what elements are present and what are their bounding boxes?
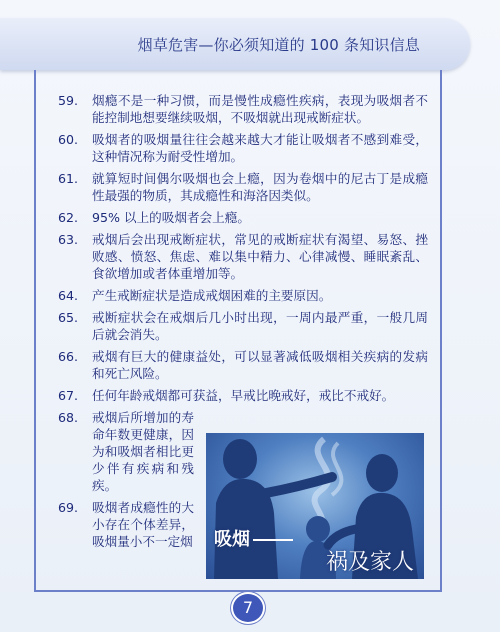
page-number-badge: 7 bbox=[231, 592, 265, 624]
photo-caption-main bbox=[214, 525, 293, 551]
frame-bottom-line bbox=[34, 590, 442, 592]
frame-right-line bbox=[440, 70, 442, 590]
item-number: 59. bbox=[58, 93, 79, 108]
caption-main-text: 吸烟 bbox=[214, 529, 250, 550]
list-item-64 bbox=[58, 287, 428, 304]
item-number: 65. bbox=[58, 310, 79, 325]
item-text: 产生戒断症状是造成戒烟困难的主要原因。 bbox=[92, 288, 332, 303]
item-text: 吸烟者成瘾性的大小存在个体差异，吸烟量小不一定烟 bbox=[92, 500, 194, 549]
item-text: 吸烟者的吸烟量往往会越来越大才能让吸烟者不感到难受，这种情况称为耐受性增加。 bbox=[92, 132, 428, 164]
photo-caption-sub: 祸及家人 bbox=[325, 550, 414, 575]
item-text: 烟瘾不是一种习惯，而是慢性成瘾性疾病，表现为吸烟者不能控制地想要继续吸烟，不吸烟就出现戒断症状。 bbox=[92, 93, 428, 125]
frame-left-line bbox=[34, 70, 36, 590]
secondhand-smoke-photo bbox=[206, 433, 424, 579]
list-item-65 bbox=[58, 309, 428, 343]
item-text: 戒断症状会在戒烟后几小时出现，一周内最严重，一般几周后就会消失。 bbox=[92, 310, 428, 342]
header-title: 烟草危害—你必须知道的 100 条知识信息 bbox=[137, 36, 420, 54]
caption-dash bbox=[253, 539, 293, 541]
list-item-61 bbox=[58, 170, 428, 204]
list-item-62 bbox=[58, 209, 428, 226]
item-number: 62. bbox=[58, 210, 79, 225]
item-text: 戒烟后会出现戒断症状，常见的戒断症状有渴望、易怒、挫败感、愤怒、焦虑、难以集中精力、心律减慢、睡眠紊乱、食欲增加或者体重增加等。 bbox=[92, 232, 428, 281]
item-number: 64. bbox=[58, 288, 79, 303]
list-item-66 bbox=[58, 348, 428, 382]
item-text: 95% 以上的吸烟者会上瘾。 bbox=[92, 210, 250, 225]
item-text: 戒烟后所增加的寿命年数更健康，因为和吸烟者相比更少伴有疾病和残疾。 bbox=[92, 410, 194, 493]
item-text: 戒烟有巨大的健康益处，可以显著减低吸烟相关疾病的发病和死亡风险。 bbox=[92, 349, 428, 381]
item-text: 就算短时间偶尔吸烟也会上瘾，因为卷烟中的尼古丁是成瘾性最强的物质，其成瘾性和海洛因类似。 bbox=[92, 171, 428, 203]
header-band bbox=[0, 18, 470, 70]
item-number: 69. bbox=[58, 500, 79, 515]
list-item-63 bbox=[58, 231, 428, 282]
item-number: 67. bbox=[58, 388, 79, 403]
list-item-67 bbox=[58, 387, 428, 404]
list-item-60 bbox=[58, 131, 428, 165]
item-number: 60. bbox=[58, 132, 79, 147]
item-number: 66. bbox=[58, 349, 79, 364]
item-number: 61. bbox=[58, 171, 79, 186]
item-number: 68. bbox=[58, 410, 79, 425]
item-number: 63. bbox=[58, 232, 79, 247]
item-text: 任何年龄戒烟都可获益，早戒比晚戒好，戒比不戒好。 bbox=[92, 388, 395, 403]
list-item-59 bbox=[58, 92, 428, 126]
